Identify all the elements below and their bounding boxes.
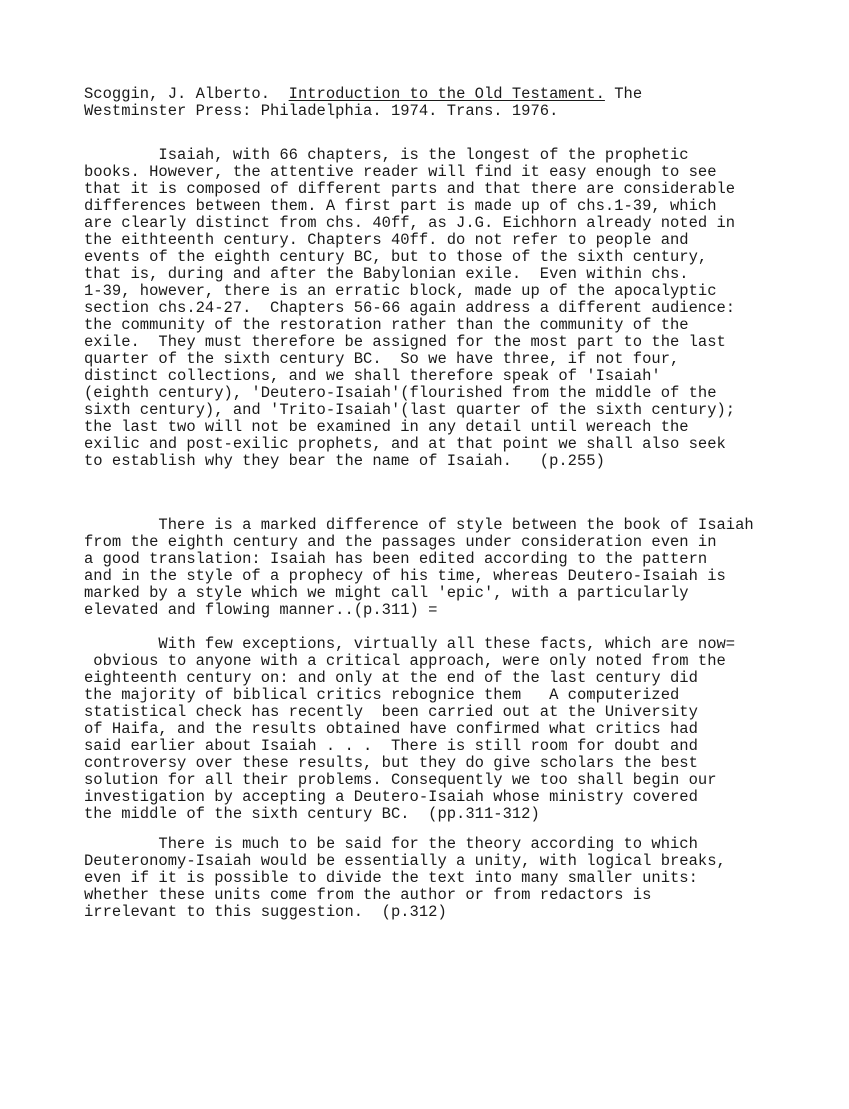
citation-title: Introduction to the Old Testament. [288,85,605,103]
text-line: said earlier about Isaiah . . . There is still room for doubt and [84,737,698,755]
text-line: the eithteenth century. Chapters 40ff. do not refer to people and [84,231,689,249]
text-line: eighteenth century on: and only at the end of the last century did [84,669,698,687]
text-line: exilic and post-exilic prophets, and at that point we shall also seek [84,435,726,453]
text-line: exile. They must therefore be assigned for the most part to the last [84,333,726,351]
text-line: differences between them. A first part is made up of chs.1-39, which [84,197,717,215]
text-line: books. However, the attentive reader will find it easy enough to see [84,163,717,181]
text-line: a good translation: Isaiah has been edited according to the pattern [84,550,708,568]
citation-publisher-line1: The [614,85,643,103]
text-line: Isaiah, with 66 chapters, is the longest of the prophetic [84,146,689,164]
text-line: of Haifa, and the results obtained have confirmed what critics had [84,720,698,738]
text-line: section chs.24-27. Chapters 56-66 again address a different audience: [84,299,736,317]
text-line: from the eighth century and the passages under consideration even in [84,533,717,551]
text-line: events of the eighth century BC, but to those of the sixth century, [84,248,708,266]
citation-publisher-line2: Westminster Press: Philadelphia. 1974. Trans. 1976. [84,102,559,120]
text-line: even if it is possible to divide the text into many smaller units: [84,869,698,887]
text-line: irrelevant to this suggestion. (p.312) [84,903,447,921]
text-line: to establish why they bear the name of Isaiah. (p.255) [84,452,605,470]
text-line: that it is composed of different parts and that there are considerable [84,180,736,198]
text-line: are clearly distinct from chs. 40ff, as J.G. Eichhorn already noted in [84,214,736,232]
text-line: There is much to be said for the theory according to which [84,835,698,853]
text-line: that is, during and after the Babylonian exile. Even within chs. [84,265,689,283]
text-line: and in the style of a prophecy of his time, whereas Deutero-Isaiah is [84,567,726,585]
text-line: the majority of biblical critics rebognice them A computerized [84,686,680,704]
text-line: whether these units come from the author or from redactors is [84,886,652,904]
text-line: the community of the restoration rather than the community of the [84,316,689,334]
citation-author: Scoggin, J. Alberto. [84,85,271,103]
text-line: With few exceptions, virtually all these facts, which are now= [84,635,736,653]
text-line: distinct collections, and we shall therefore speak of 'Isaiah' [84,367,661,385]
text-line: There is a marked difference of style between the book of Isaiah [84,516,754,534]
text-line: marked by a style which we might call 'epic', with a particularly [84,584,689,602]
text-line: (eighth century), 'Deutero-Isaiah'(flourished from the middle of the [84,384,717,402]
text-line: sixth century), and 'Trito-Isaiah'(last quarter of the sixth century); [84,401,736,419]
text-line: controversy over these results, but they do give scholars the best [84,754,698,772]
text-line: the middle of the sixth century BC. (pp.311-312) [84,805,540,823]
citation [84,86,824,120]
text-line: solution for all their problems. Consequently we too shall begin our [84,771,717,789]
text-line: 1-39, however, there is an erratic block, made up of the apocalyptic [84,282,717,300]
text-line: statistical check has recently been carried out at the University [84,703,698,721]
text-line: the last two will not be examined in any detail until wereach the [84,418,689,436]
text-line: investigation by accepting a Deutero-Isaiah whose ministry covered [84,788,698,806]
paragraph-unity-theory [84,836,824,921]
text-line: quarter of the sixth century BC. So we have three, if not four, [84,350,680,368]
paragraph-style-difference [84,517,824,619]
text-line: elevated and flowing manner..(p.311) = [84,601,438,619]
text-line: obvious to anyone with a critical approach, were only noted from the [84,652,726,670]
paragraph-critical-approach [84,636,824,823]
paragraph-isaiah-structure [84,147,824,470]
text-line: Deuteronomy-Isaiah would be essentially a unity, with logical breaks, [84,852,726,870]
